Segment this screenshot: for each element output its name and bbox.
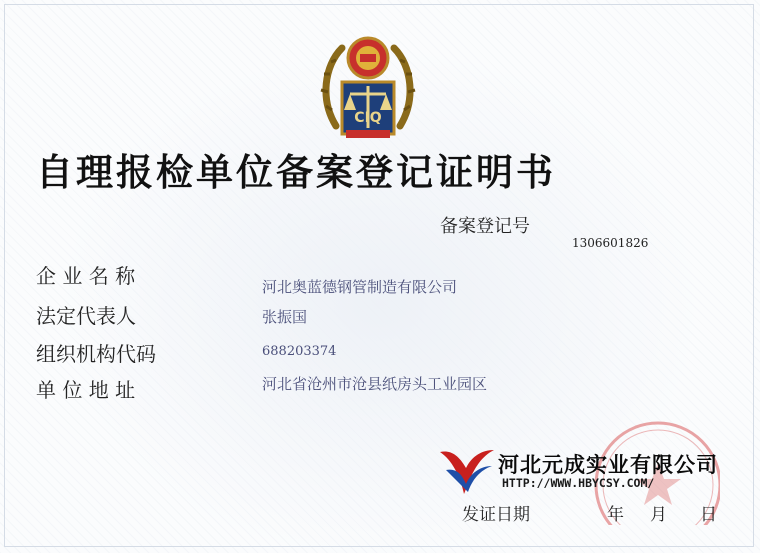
issue-date-day-label: 日 xyxy=(700,505,717,525)
watermark-url: HTTP://WWW.HBYCSY.COM/ xyxy=(502,476,655,490)
issue-date-label: 发证日期 xyxy=(462,505,530,525)
company-name-value: 河北奥蓝德钢管制造有限公司 xyxy=(262,278,458,296)
organization-code-value: 688203374 xyxy=(262,344,337,359)
legal-representative-label: 法定代表人 xyxy=(36,304,136,328)
issue-date-year-label: 年 xyxy=(607,505,624,525)
watermark-company-name: 河北元成实业有限公司 xyxy=(498,453,718,477)
address-value: 河北省沧州市沧县纸房头工业园区 xyxy=(262,375,488,393)
registration-number-value: 1306601826 xyxy=(572,236,649,250)
svg-text:CIQ: CIQ xyxy=(354,110,382,126)
inspection-emblem-icon xyxy=(318,30,418,142)
certificate-title: 自理报检单位备案登记证明书 xyxy=(36,151,556,194)
registration-number-label: 备案登记号 xyxy=(440,216,530,237)
company-name-label: 企 业 名 称 xyxy=(36,264,136,288)
organization-code-label: 组织机构代码 xyxy=(36,342,156,366)
watermark-logo-icon xyxy=(436,446,498,498)
issue-date-month-label: 月 xyxy=(650,505,667,525)
legal-representative-value: 张振国 xyxy=(262,308,308,326)
address-label: 单 位 地 址 xyxy=(36,378,136,402)
